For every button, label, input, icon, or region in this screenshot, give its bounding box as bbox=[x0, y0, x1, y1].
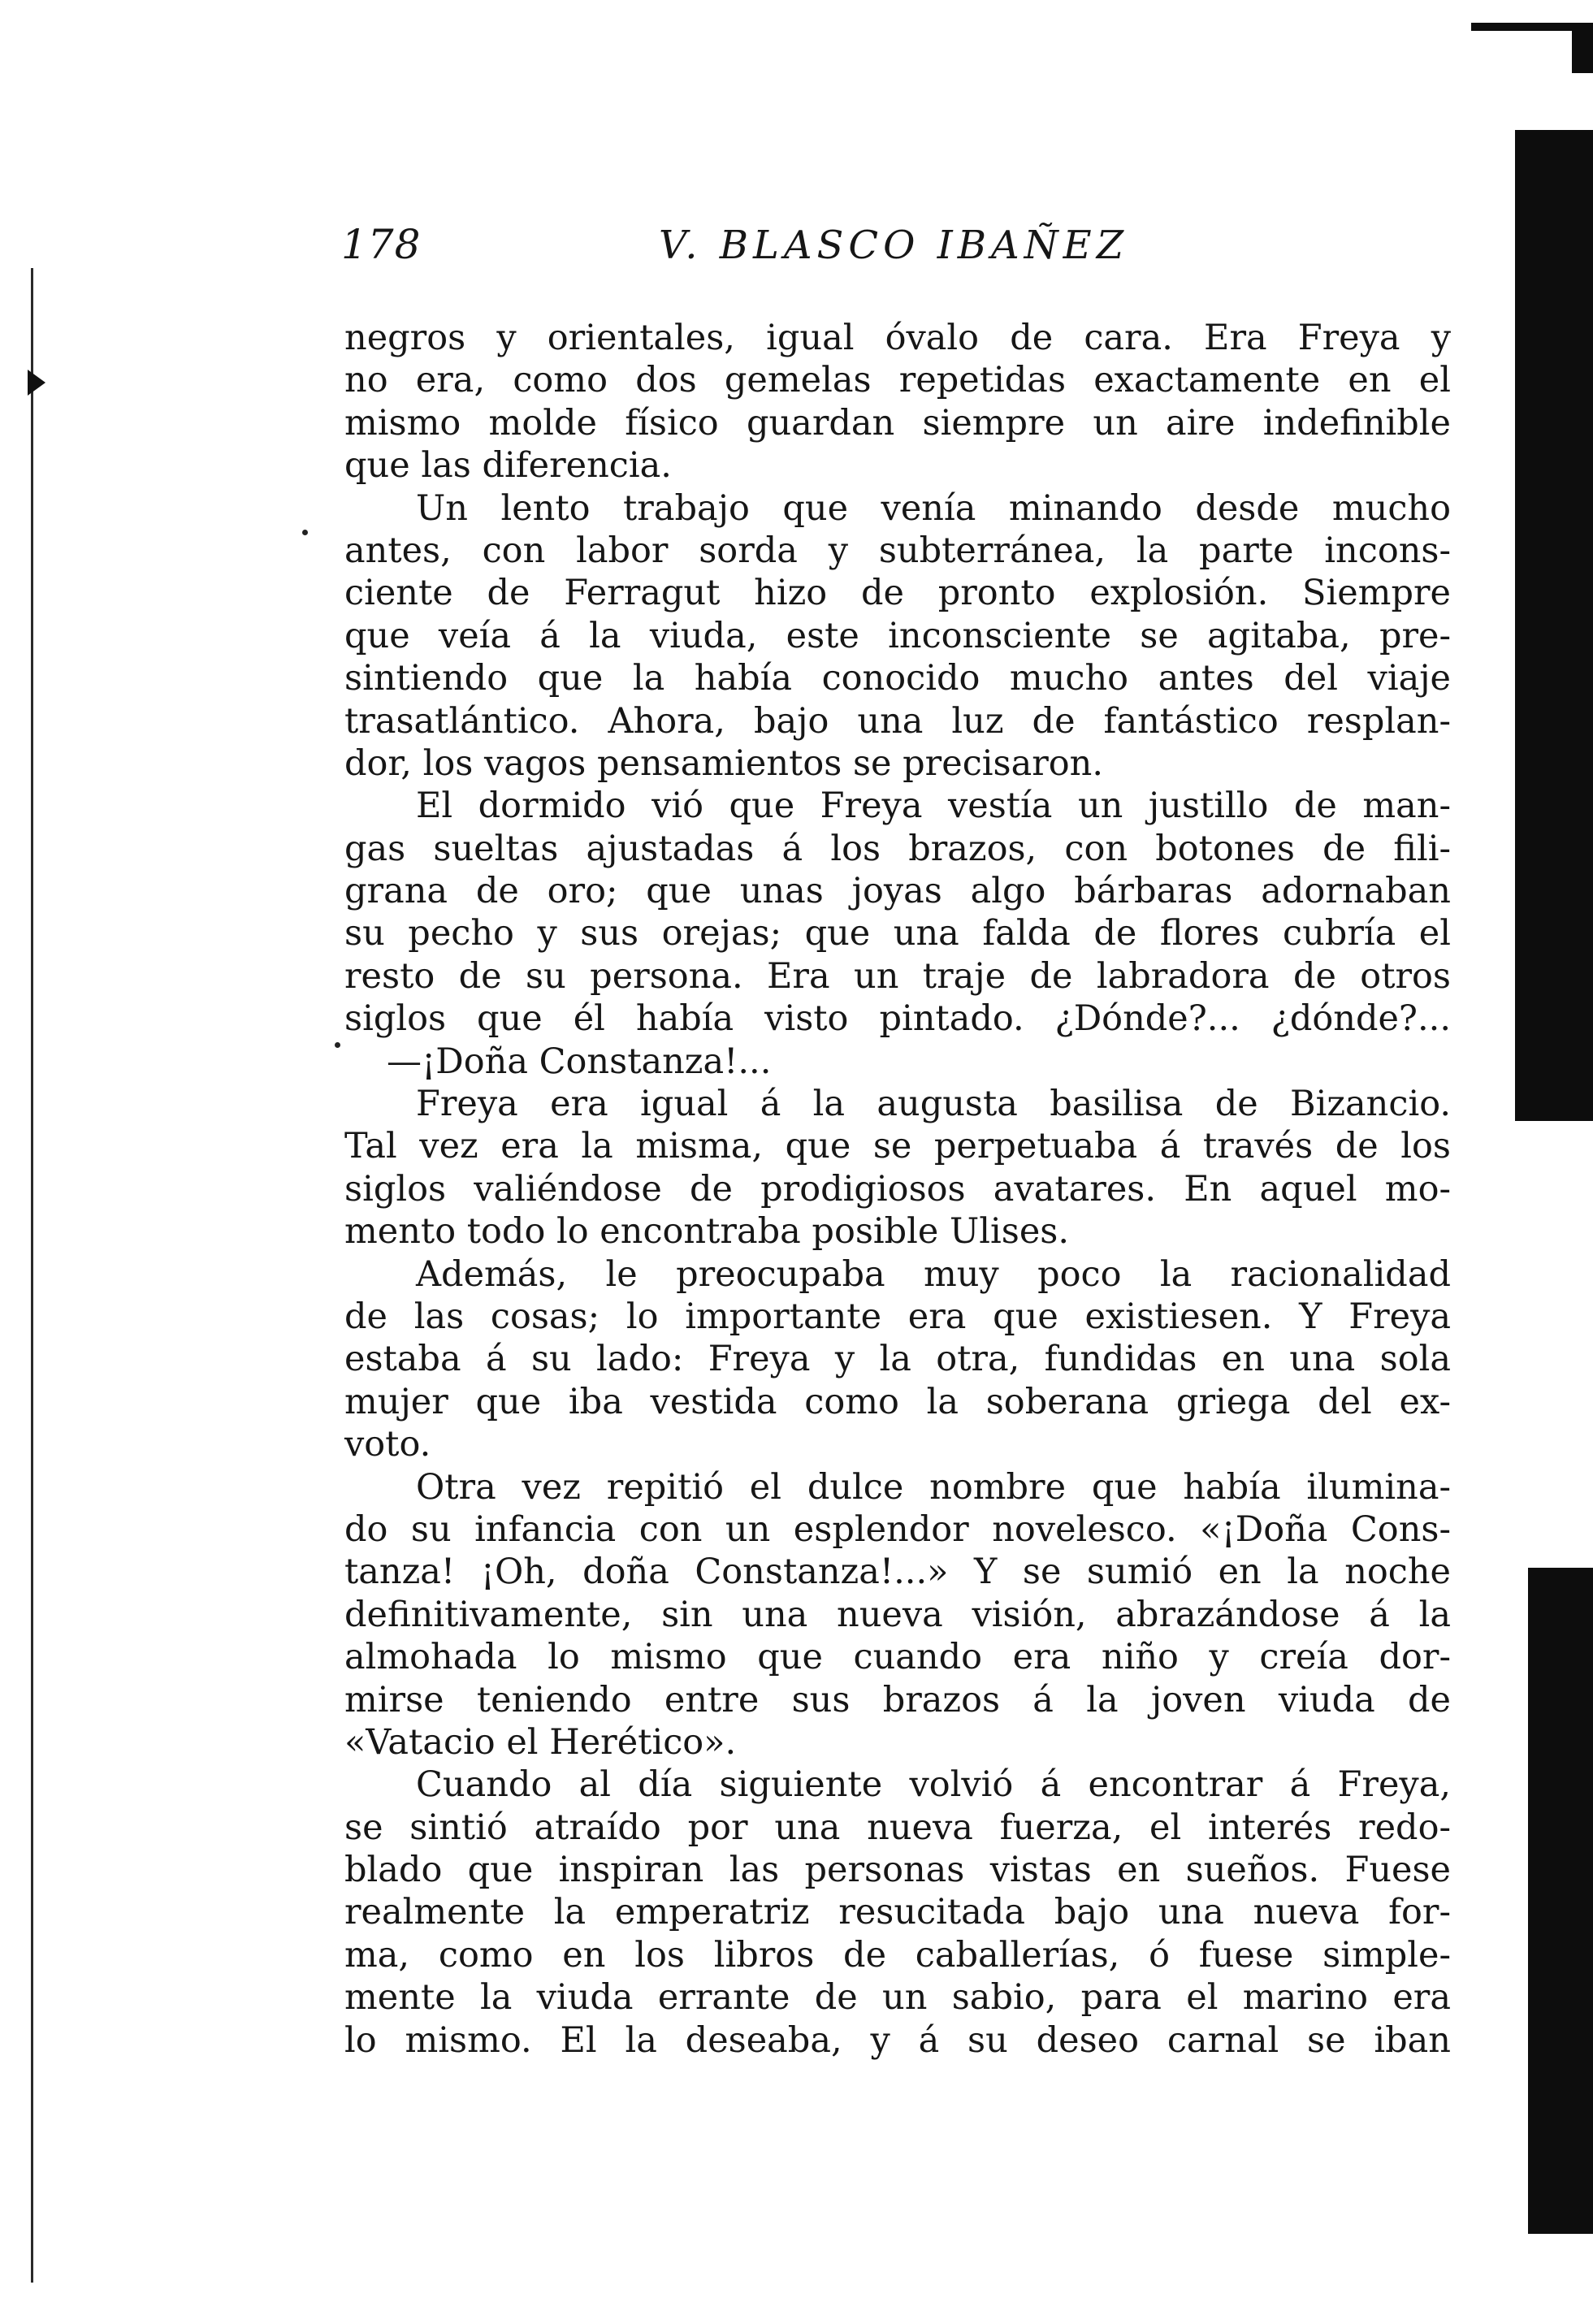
text-line: definitivamente, sin una nueva visión, abrazándose á la bbox=[344, 1594, 1451, 1635]
text-line: se sintió atraído por una nueva fuerza, el interés redo- bbox=[344, 1807, 1451, 1848]
text-line: negros y orientales, igual óvalo de cara. Era Freya y bbox=[344, 318, 1451, 358]
text-line: tanza! ¡Oh, doña Constanza!...» Y se sumió en la noche bbox=[344, 1551, 1451, 1593]
scan-margin-line bbox=[31, 268, 33, 2283]
text-line: mirse teniendo entre sus brazos á la joven viuda de bbox=[344, 1679, 1451, 1720]
page-header bbox=[341, 221, 1446, 278]
text-line: mismo molde físico guardan siempre un aire indefinible bbox=[344, 402, 1451, 444]
text-line: antes, con labor sorda y subterránea, la parte incons- bbox=[344, 530, 1451, 571]
text-line: que veía á la viuda, este inconsciente se agitaba, pre- bbox=[344, 615, 1451, 656]
body-text bbox=[344, 317, 1451, 2062]
text-line: sintiendo que la había conocido mucho antes del viaje bbox=[344, 658, 1451, 699]
text-line: Un lento trabajo que venía minando desde mucho bbox=[416, 487, 1451, 529]
page-number: 178 bbox=[341, 221, 422, 268]
text-line: no era, como dos gemelas repetidas exactamente en el bbox=[344, 360, 1451, 401]
scan-corner-mark bbox=[1572, 24, 1593, 73]
text-line: do su infancia con un esplendor novelesco. «¡Doña Cons- bbox=[344, 1508, 1451, 1550]
text-line: realmente la emperatriz resucitada bajo una nueva for- bbox=[344, 1892, 1451, 1933]
text-line: resto de su persona. Era un traje de labradora de otros bbox=[344, 955, 1451, 997]
scan-speck bbox=[335, 1042, 340, 1048]
text-line: mente la viuda errante de un sabio, para el marino era bbox=[344, 1977, 1451, 2019]
text-line: gas sueltas ajustadas á los brazos, con botones de fili- bbox=[344, 828, 1451, 869]
text-line: Otra vez repitió el dulce nombre que había ilumina- bbox=[416, 1466, 1451, 1508]
text-line: dor, los vagos pensamientos se precisaron. bbox=[344, 742, 1104, 784]
text-line: de las cosas; lo importante era que existiesen. Y Freya bbox=[344, 1296, 1451, 1337]
text-line: voto. bbox=[344, 1424, 431, 1465]
text-line: trasatlántico. Ahora, bajo una luz de fantástico resplan- bbox=[344, 700, 1451, 742]
text-line: mujer que iba vestida como la soberana griega del ex- bbox=[344, 1381, 1451, 1422]
text-line: blado que inspiran las personas vistas en sueños. Fuese bbox=[344, 1850, 1451, 1891]
scan-arrow-mark bbox=[28, 370, 45, 396]
text-line: ma, como en los libros de caballerías, ó fuese simple- bbox=[344, 1934, 1451, 1976]
text-line: Freya era igual á la augusta basilisa de Bizancio. bbox=[416, 1084, 1451, 1125]
text-line: siglos que él había visto pintado. ¿Dónde?... ¿dónde?... bbox=[344, 998, 1451, 1040]
text-line: estaba á su lado: Freya y la otra, fundidas en una sola bbox=[344, 1339, 1451, 1380]
text-line: lo mismo. El la deseaba, y á su deseo carnal se iban bbox=[344, 2019, 1451, 2061]
text-line: Tal vez era la misma, que se perpetuaba á través de los bbox=[344, 1126, 1451, 1167]
text-line: siglos valiéndose de prodigiosos avatares. En aquel mo- bbox=[344, 1168, 1451, 1210]
running-title: V. BLASCO IBAÑEZ bbox=[658, 223, 1129, 268]
scan-binding-shadow bbox=[1528, 1568, 1593, 2234]
text-line: «Vatacio el Herético». bbox=[344, 1721, 737, 1763]
text-line: su pecho y sus orejas; que una falda de flores cubría el bbox=[344, 913, 1451, 954]
text-line: Además, le preocupaba muy poco la racionalidad bbox=[416, 1253, 1451, 1295]
text-line: Cuando al día siguiente volvió á encontrar á Freya, bbox=[416, 1764, 1451, 1806]
text-line: —¡Doña Constanza!... bbox=[387, 1041, 772, 1082]
text-line: mento todo lo encontraba posible Ulises. bbox=[344, 1211, 1070, 1253]
text-line: almohada lo mismo que cuando era niño y creía dor- bbox=[344, 1637, 1451, 1678]
scan-binding-shadow bbox=[1515, 130, 1593, 1121]
text-line: El dormido vió que Freya vestía un justillo de man- bbox=[416, 785, 1451, 827]
text-line: ciente de Ferragut hizo de pronto explosión. Siempre bbox=[344, 573, 1451, 614]
text-line: grana de oro; que unas joyas algo bárbaras adornaban bbox=[344, 871, 1451, 912]
scan-speck bbox=[302, 530, 308, 535]
text-line: que las diferencia. bbox=[344, 445, 672, 487]
